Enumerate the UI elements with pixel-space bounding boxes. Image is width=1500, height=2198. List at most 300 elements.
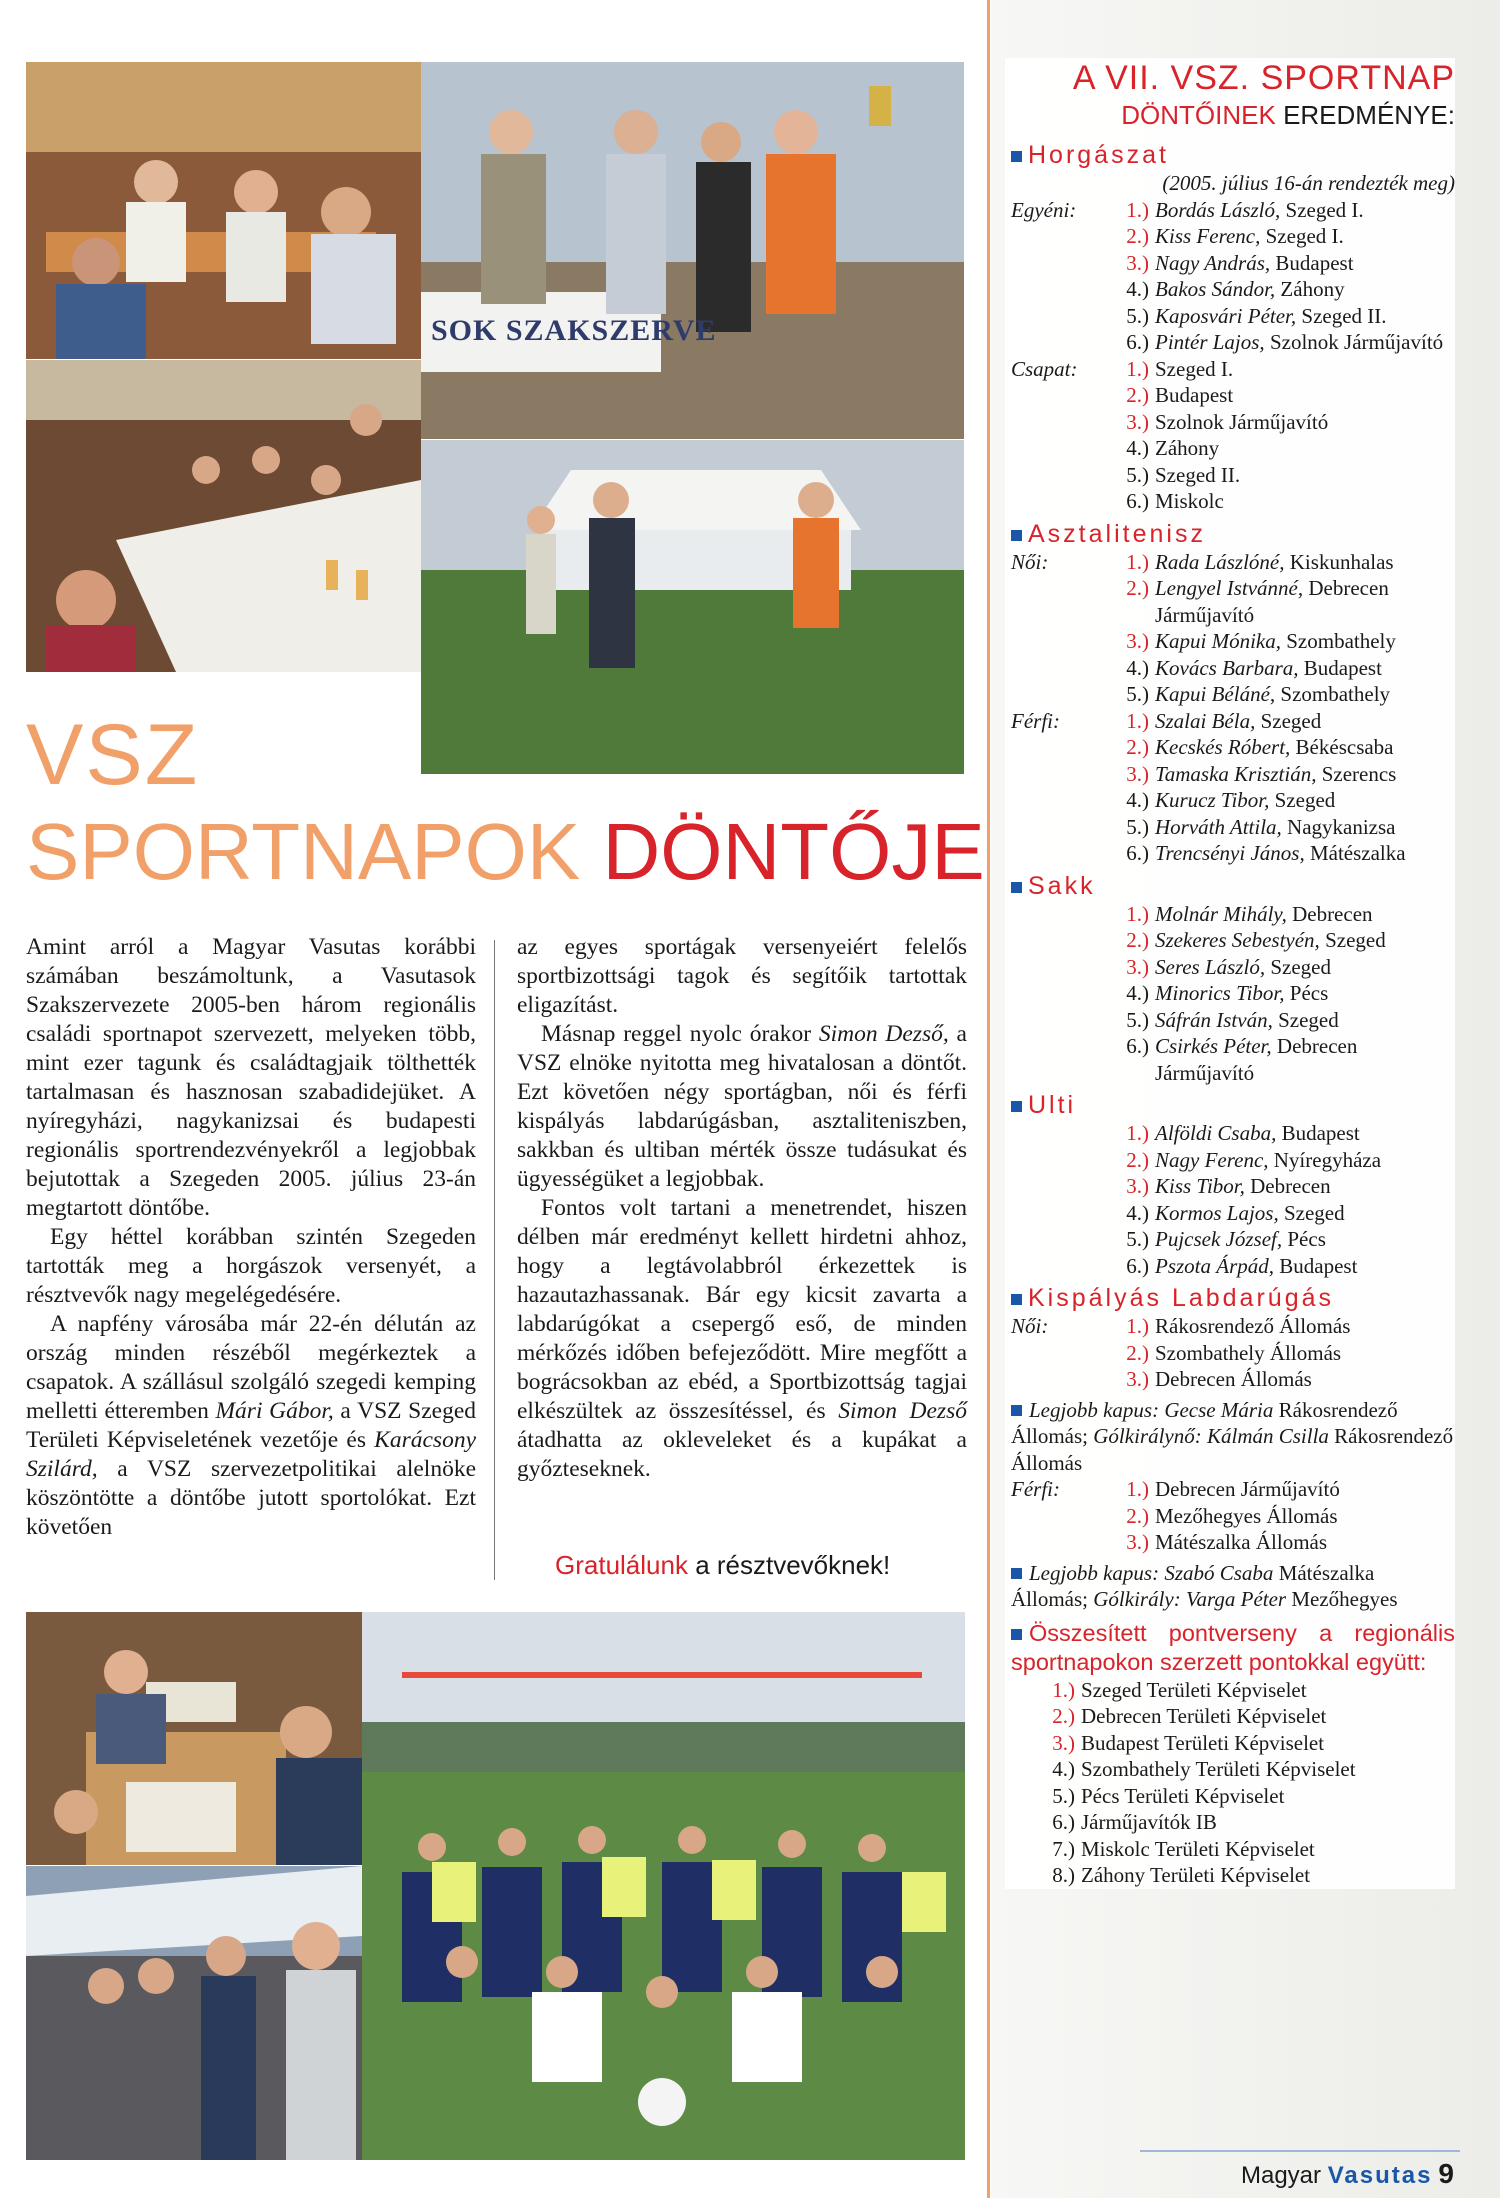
result-entry <box>1047 1756 1455 1783</box>
group-label <box>1011 276 1121 303</box>
result-row <box>1011 462 1455 489</box>
rank-number: 1.) <box>1126 708 1149 733</box>
person-name: Trencsényi János, <box>1155 841 1305 865</box>
result-entry <box>1121 435 1455 462</box>
group-label <box>1011 382 1121 409</box>
rank-number: 6.) <box>1126 841 1149 865</box>
person-name: Bordás László, <box>1155 197 1281 222</box>
person-name: Simon Dezső <box>838 1398 967 1424</box>
result-row <box>1011 787 1455 814</box>
rank-number: 5.) <box>1052 1783 1075 1808</box>
article-paragraph: Másnap reggel nyolc órakor Simon Dezső, a VSZ elnöke nyitotta meg hivatalosan a döntőt. Ezt követően négy sportágban, női és férfi kispályás labdarúgásban, asztaliteniszben, sakkban és ultiban mérték össze tudásukat és ügyességüket a legjobbak. <box>517 1021 967 1192</box>
result-name <box>1155 901 1455 928</box>
rank-number: 4.) <box>1126 1200 1149 1225</box>
result-name <box>1155 1033 1455 1086</box>
results-sidebar <box>1005 58 1455 1889</box>
rank-number: 7.) <box>1052 1836 1075 1861</box>
rank-number: 1.) <box>1126 197 1149 222</box>
result-name <box>1155 549 1455 576</box>
result-entry <box>1121 840 1455 867</box>
result-name <box>1155 1226 1455 1253</box>
result-name: Pécs Területi Képviselet <box>1081 1783 1285 1808</box>
result-row <box>1047 1783 1455 1810</box>
rank-number: 2.) <box>1126 735 1149 759</box>
person-name: Lengyel Istvánné, <box>1155 576 1304 600</box>
person-place: Szeged I. <box>1280 197 1364 222</box>
person-name: Karácsony Szilárd, <box>26 1427 476 1482</box>
result-entry <box>1121 1313 1455 1340</box>
photo-spectators-tent <box>26 1866 362 2160</box>
person-name: Csirkés Péter, <box>1155 1034 1272 1058</box>
group-label <box>1011 628 1121 655</box>
rank-number: 2.) <box>1126 576 1149 600</box>
result-name: Rákosrendező Állomás <box>1155 1314 1351 1338</box>
section-heading-horgaszat: Horgászat <box>1011 140 1455 170</box>
overall-standings-list <box>1011 1677 1455 1889</box>
person-name: Simon Dezső, <box>818 1021 949 1047</box>
page-number: 9 <box>1438 2158 1454 2189</box>
result-name: Szolnok Járműjavító <box>1155 409 1329 434</box>
group-label <box>1011 1529 1121 1556</box>
section-note: (2005. július 16-án rendezték meg) <box>1162 171 1455 195</box>
result-entry <box>1121 382 1455 409</box>
rank-number: 1.) <box>1126 356 1149 381</box>
rank-number: 1.) <box>1126 901 1149 926</box>
article-paragraph: Egy héttel korábban szintén Szegeden tartották meg a horgászok versenyét, a résztvevők nagy megelégedésére. <box>26 1224 476 1308</box>
title-word-dontoje: DÖNTŐJE <box>602 807 985 896</box>
group-label <box>1011 462 1121 489</box>
result-row <box>1011 575 1455 628</box>
article-paragraph: A napfény városába már 22-én délután az ország minden részéből megérkeztek a csapatok. A szállásul szolgáló szegedi kemping melletti étteremben Mári Gábor, a VSZ Szeged Területi Képviseletének vezetője és Karácsony Szilárd, a VSZ szervezetpolitikai alelnöke köszöntötte a döntőbe jutott sportolókat. Ezt követően <box>26 1311 477 1540</box>
result-row <box>1011 488 1455 515</box>
result-name <box>1155 1147 1455 1174</box>
result-name <box>1155 708 1455 735</box>
person-name: Kiss Ferenc, <box>1155 224 1261 248</box>
result-entry <box>1047 1783 1455 1810</box>
rank-number: 1.) <box>1126 1477 1149 1501</box>
result-entry <box>1121 276 1455 303</box>
congratulations-line: Gratulálunk a résztvevőknek! <box>555 1550 891 1580</box>
result-row <box>1011 681 1455 708</box>
group-label <box>1011 223 1121 250</box>
results-list-asztalitenisz-noi <box>1011 549 1455 708</box>
results-list-labdarugas-noi <box>1011 1313 1455 1393</box>
article-column-middle <box>517 933 967 1484</box>
result-name: Záhony <box>1155 436 1220 460</box>
rank-number: 6.) <box>1126 1253 1149 1278</box>
group-label <box>1011 1033 1121 1086</box>
rank-number: 1.) <box>1126 1314 1149 1338</box>
result-name: Járműjavítók IB <box>1081 1810 1217 1834</box>
person-place: Záhony <box>1275 277 1345 301</box>
result-entry <box>1121 1366 1455 1393</box>
group-label <box>1011 681 1121 708</box>
result-name <box>1155 761 1455 788</box>
article-paragraph: Amint arról a Magyar Vasutas korábbi számában beszámoltunk, a Vasutasok Szakszervezete 2005-ben három regionális családi sportnapot szervezett, melyeken több, mint ezer tagunk és családtagjaik tölthették tartalmasan és hasznosan szabadidejüket. A nyíregyházi, nagykanizsai és budapesti regionális sportrendezvényekről a legjobbak bejutottak a Szegeden 2005. július 23-án megtartott döntőbe. <box>26 934 476 1221</box>
photo-card-players <box>26 62 421 359</box>
person-place: Budapest <box>1276 1121 1360 1145</box>
result-row <box>1047 1703 1455 1730</box>
result-name <box>1155 575 1455 628</box>
group-label <box>1011 1503 1121 1530</box>
result-entry <box>1047 1703 1455 1730</box>
rank-number: 1.) <box>1052 1677 1075 1702</box>
group-label <box>1011 814 1121 841</box>
result-entry <box>1121 1226 1455 1253</box>
person-name: Kaposvári Péter, <box>1155 303 1297 328</box>
rank-number: 4.) <box>1126 436 1149 460</box>
result-entry <box>1121 954 1455 981</box>
result-entry <box>1121 814 1455 841</box>
result-name: Mátészalka Állomás <box>1155 1530 1328 1554</box>
rank-number: 4.) <box>1126 981 1149 1005</box>
best-players-women: Legjobb kapus: Gecse Mária Rákosrendező Állomás; Gólkirálynő: Kálmán Csilla Rákosrendező Állomás <box>1011 1397 1454 1475</box>
person-place: Szombathely <box>1281 629 1396 653</box>
person-name: Kurucz Tibor, <box>1155 788 1270 812</box>
person-name: Sáfrán István, <box>1155 1007 1273 1032</box>
result-entry <box>1121 927 1455 954</box>
magazine-name: Vasutas <box>1327 2162 1433 2189</box>
result-name: Miskolc Területi Képviselet <box>1081 1836 1315 1861</box>
result-row <box>1011 1173 1455 1200</box>
result-name: Szombathely Állomás <box>1155 1340 1342 1365</box>
group-label: Csapat: <box>1011 356 1078 381</box>
banner-text: SOK SZAKSZERVE <box>431 314 717 347</box>
result-entry <box>1121 1503 1455 1530</box>
person-name: Tamaska Krisztián, <box>1155 761 1317 786</box>
result-name <box>1155 223 1455 250</box>
result-name <box>1155 250 1455 277</box>
group-label: Egyéni: <box>1011 197 1077 222</box>
result-entry <box>1121 197 1455 224</box>
result-name <box>1155 787 1455 814</box>
person-place: Szeged <box>1278 1200 1345 1225</box>
rank-number: 3.) <box>1126 250 1149 275</box>
result-entry <box>1121 708 1455 735</box>
person-place: Szeged <box>1319 928 1386 952</box>
person-name: Seres László, <box>1155 954 1266 979</box>
group-label: Női: <box>1011 549 1049 574</box>
group-label <box>1011 1226 1121 1253</box>
result-name: Debrecen Területi Képviselet <box>1081 1704 1327 1728</box>
rank-number: 3.) <box>1126 629 1149 653</box>
result-row <box>1011 329 1455 356</box>
person-name: Pintér Lajos, <box>1155 330 1265 354</box>
result-row <box>1011 628 1455 655</box>
result-row <box>1011 1226 1455 1253</box>
group-label <box>1011 303 1121 330</box>
result-name <box>1155 303 1455 330</box>
group-label <box>1011 761 1121 788</box>
result-name <box>1155 1120 1455 1147</box>
person-place: Szeged <box>1272 1007 1339 1032</box>
result-row <box>1011 1503 1455 1530</box>
rank-number: 4.) <box>1126 655 1149 680</box>
result-row <box>1011 761 1455 788</box>
section-heading-labdarugas: Kispályás Labdarúgás <box>1011 1283 1455 1313</box>
rank-number: 2.) <box>1126 1503 1149 1528</box>
result-row <box>1011 303 1455 330</box>
result-name <box>1155 814 1455 841</box>
result-entry <box>1121 1147 1455 1174</box>
result-name <box>1155 927 1455 954</box>
person-name: Nagy András, <box>1155 250 1271 275</box>
person-name: Nagy Ferenc, <box>1155 1147 1269 1172</box>
person-place: Szeged <box>1265 954 1331 979</box>
rank-number: 3.) <box>1126 1530 1149 1554</box>
group-label <box>1011 329 1121 356</box>
result-name <box>1155 1173 1455 1200</box>
result-row <box>1011 901 1455 928</box>
group-label <box>1011 1120 1121 1147</box>
result-name <box>1155 840 1455 867</box>
person-name: Kiss Tibor, <box>1155 1174 1245 1198</box>
result-entry <box>1121 1340 1455 1367</box>
rank-number: 6.) <box>1126 330 1149 354</box>
result-entry <box>1047 1730 1455 1757</box>
result-entry <box>1121 1033 1455 1086</box>
rank-number: 4.) <box>1052 1757 1075 1781</box>
result-entry <box>1121 901 1455 928</box>
person-name: Bakos Sándor, <box>1155 277 1276 301</box>
person-name: Molnár Mihály, <box>1155 901 1287 926</box>
photo-womens-football-team <box>362 1612 965 2160</box>
result-entry <box>1121 681 1455 708</box>
person-place: Szeged <box>1269 788 1336 812</box>
result-name: Szombathely Területi Képviselet <box>1081 1757 1356 1781</box>
result-name <box>1155 980 1455 1007</box>
result-row <box>1011 250 1455 277</box>
rank-number: 5.) <box>1126 682 1149 706</box>
result-entry <box>1121 655 1455 682</box>
sidebar-title: A VII. VSZ. SPORTNAP <box>1072 59 1455 97</box>
result-name: Debrecen Állomás <box>1155 1367 1312 1391</box>
overall-standings-heading: Összesített pontverseny a regionális sportnapokon szerzett pontokkal együtt: <box>1011 1619 1455 1675</box>
result-entry <box>1121 575 1455 628</box>
person-place: Budapest <box>1298 655 1382 680</box>
result-entry <box>1121 356 1455 383</box>
page-footer: Magyar Vasutas 9 <box>1240 2158 1454 2189</box>
person-name: Alföldi Csaba, <box>1155 1121 1277 1145</box>
group-label <box>1011 655 1121 682</box>
person-name: Kapui Béláné, <box>1155 682 1276 706</box>
person-name: Kecskés Róbert, <box>1155 735 1291 759</box>
rank-number: 6.) <box>1052 1810 1075 1834</box>
person-place: Szombathely <box>1275 682 1391 706</box>
result-row <box>1011 276 1455 303</box>
rank-number: 2.) <box>1126 1147 1149 1172</box>
rank-number: 5.) <box>1126 1007 1149 1032</box>
group-label <box>1011 980 1121 1007</box>
result-name <box>1155 197 1455 224</box>
section-heading-ulti: Ulti <box>1011 1090 1455 1120</box>
group-label <box>1011 734 1121 761</box>
result-entry <box>1121 628 1455 655</box>
result-entry <box>1047 1862 1455 1889</box>
rank-number: 4.) <box>1126 277 1149 301</box>
person-place: Szeged <box>1255 708 1322 733</box>
group-label <box>1011 1173 1121 1200</box>
title-line1: VSZ <box>26 707 200 803</box>
rank-number: 2.) <box>1126 224 1149 248</box>
title-line2 <box>26 807 986 896</box>
results-list-sakk <box>1011 901 1455 1087</box>
results-list-ulti <box>1011 1120 1455 1279</box>
result-name: Mezőhegyes Állomás <box>1155 1503 1338 1528</box>
result-row <box>1047 1862 1455 1889</box>
result-entry <box>1121 980 1455 1007</box>
person-name: Rada Lászlóné, <box>1155 549 1285 574</box>
rank-number: 6.) <box>1126 1034 1149 1058</box>
result-row <box>1011 1007 1455 1034</box>
group-label: Férfi: <box>1011 1477 1060 1501</box>
person-place: Debrecen Járműjavító <box>1155 1034 1358 1085</box>
result-entry <box>1121 488 1455 515</box>
person-place: Debrecen Járműjavító <box>1155 576 1389 627</box>
result-entry <box>1121 549 1455 576</box>
person-place: Pécs <box>1284 981 1329 1005</box>
rank-number: 4.) <box>1126 788 1149 812</box>
result-name <box>1155 1007 1455 1034</box>
result-entry <box>1121 1529 1455 1556</box>
person-place: Mátészalka <box>1304 841 1406 865</box>
group-label <box>1011 409 1121 436</box>
person-place: Szeged II. <box>1296 303 1387 328</box>
person-place: Szeged I. <box>1260 224 1344 248</box>
sidebar-subtitle: DÖNTŐINEK EREDMÉNYE: <box>1121 100 1455 130</box>
group-label <box>1011 787 1121 814</box>
rank-number: 1.) <box>1126 1121 1149 1145</box>
person-name: Szekeres Sebestyén, <box>1155 928 1320 952</box>
article-paragraph: Fontos volt tartani a menetrendet, hiszen délben már eredményt kellett hirdetni ahhoz, hogy a legtávolabbról érkezettek is hazautazhassanak. Bár egy kicsit zavarta a labdarúgókat a csepergő eső, de minden mérkőzés időben befejeződött. Mire megfőtt a bográcsokban az ebéd, a Sportbizottság tagjai elkészültek az összesítéssel, és Simon Dezső átadhatta az okleveleket és a kupákat a győzteseknek. <box>517 1195 967 1482</box>
result-row <box>1011 435 1455 462</box>
person-place: Budapest <box>1274 1253 1358 1278</box>
result-name <box>1155 329 1455 356</box>
person-name: Horváth Attila, <box>1155 814 1282 839</box>
result-row <box>1011 356 1455 383</box>
rank-number: 2.) <box>1126 383 1149 407</box>
group-label <box>1011 927 1121 954</box>
group-label <box>1011 901 1121 928</box>
result-entry <box>1121 761 1455 788</box>
group-label <box>1011 1366 1121 1393</box>
result-entry <box>1121 1120 1455 1147</box>
person-name: Szalai Béla, <box>1155 708 1256 733</box>
result-row <box>1011 1120 1455 1147</box>
rank-number: 2.) <box>1126 1340 1149 1365</box>
person-place: Békéscsaba <box>1290 735 1394 759</box>
person-name: Kovács Barbara, <box>1155 655 1299 680</box>
rank-number: 3.) <box>1126 1367 1149 1391</box>
result-row <box>1011 382 1455 409</box>
article-paragraph: az egyes sportágak versenyeiért felelős sportbizottsági tagok és segítőik tartottak eligazítást. <box>517 934 967 1018</box>
person-name: Pujcsek József, <box>1155 1227 1283 1251</box>
rank-number: 3.) <box>1126 761 1149 786</box>
result-entry <box>1121 462 1455 489</box>
results-list-horgaszat-egyeni <box>1011 197 1455 356</box>
person-name: Kormos Lajos, <box>1155 1200 1279 1225</box>
result-entry <box>1121 1253 1455 1280</box>
result-row <box>1047 1677 1455 1704</box>
person-place: Nagykanizsa <box>1281 814 1396 839</box>
article-title <box>26 707 986 896</box>
result-row <box>1011 708 1455 735</box>
group-label: Női: <box>1011 1314 1049 1338</box>
group-label <box>1011 435 1121 462</box>
column-divider <box>494 940 495 1580</box>
result-row <box>1011 197 1455 224</box>
result-row <box>1047 1809 1455 1836</box>
title-word-sportnapok: SPORTNAPOK <box>26 807 581 896</box>
result-entry <box>1047 1677 1455 1704</box>
result-name <box>1155 681 1455 708</box>
result-name <box>1155 1200 1455 1227</box>
result-row <box>1011 223 1455 250</box>
rank-number: 6.) <box>1126 489 1149 513</box>
group-label <box>1011 488 1121 515</box>
rank-number: 5.) <box>1126 1227 1149 1251</box>
group-label <box>1011 575 1121 628</box>
person-name: Minorics Tibor, <box>1155 981 1285 1005</box>
photo-chess-game <box>26 1612 362 1865</box>
result-name: Budapest Területi Képviselet <box>1081 1730 1325 1755</box>
result-name: Debrecen Járműjavító <box>1155 1477 1340 1501</box>
group-label <box>1011 250 1121 277</box>
result-name: Záhony Területi Képviselet <box>1081 1863 1311 1887</box>
result-row <box>1011 1340 1455 1367</box>
result-name <box>1155 1253 1455 1280</box>
rank-number: 1.) <box>1126 549 1149 574</box>
rank-number: 3.) <box>1126 954 1149 979</box>
person-place: Budapest <box>1270 250 1354 275</box>
result-entry <box>1121 1476 1455 1503</box>
result-name <box>1155 276 1455 303</box>
result-row <box>1047 1730 1455 1757</box>
result-entry <box>1047 1809 1455 1836</box>
result-row <box>1011 1200 1455 1227</box>
rank-number: 8.) <box>1052 1863 1075 1887</box>
person-place: Debrecen <box>1244 1174 1331 1198</box>
result-entry <box>1121 250 1455 277</box>
person-name: Pszota Árpád, <box>1155 1253 1275 1278</box>
person-place: Debrecen <box>1286 901 1373 926</box>
result-row <box>1011 734 1455 761</box>
section-heading-asztalitenisz: Asztalitenisz <box>1011 519 1455 549</box>
result-row <box>1011 1366 1455 1393</box>
rank-number: 5.) <box>1126 462 1149 487</box>
result-name <box>1155 954 1455 981</box>
result-entry <box>1121 409 1455 436</box>
photo-banquet-hall <box>26 360 421 672</box>
best-players-men: Legjobb kapus: Szabó Csaba Mátészalka Állomás; Gólkirály: Varga Péter Mezőhegyes <box>1011 1560 1455 1613</box>
result-entry <box>1121 223 1455 250</box>
rank-number: 3.) <box>1126 1174 1149 1198</box>
rank-number: 2.) <box>1052 1704 1075 1728</box>
result-row <box>1011 1253 1455 1280</box>
result-name <box>1155 655 1455 682</box>
result-name: Budapest <box>1155 383 1234 407</box>
result-row <box>1011 840 1455 867</box>
results-list-horgaszat-csapat <box>1011 356 1455 515</box>
results-list-asztalitenisz-ferfi <box>1011 708 1455 867</box>
result-name: Miskolc <box>1155 489 1224 513</box>
result-name <box>1155 734 1455 761</box>
person-name: Kapui Mónika, <box>1155 629 1281 653</box>
group-label <box>1011 1340 1121 1367</box>
result-name: Szeged II. <box>1155 462 1241 487</box>
group-label <box>1011 954 1121 981</box>
result-entry <box>1121 1173 1455 1200</box>
